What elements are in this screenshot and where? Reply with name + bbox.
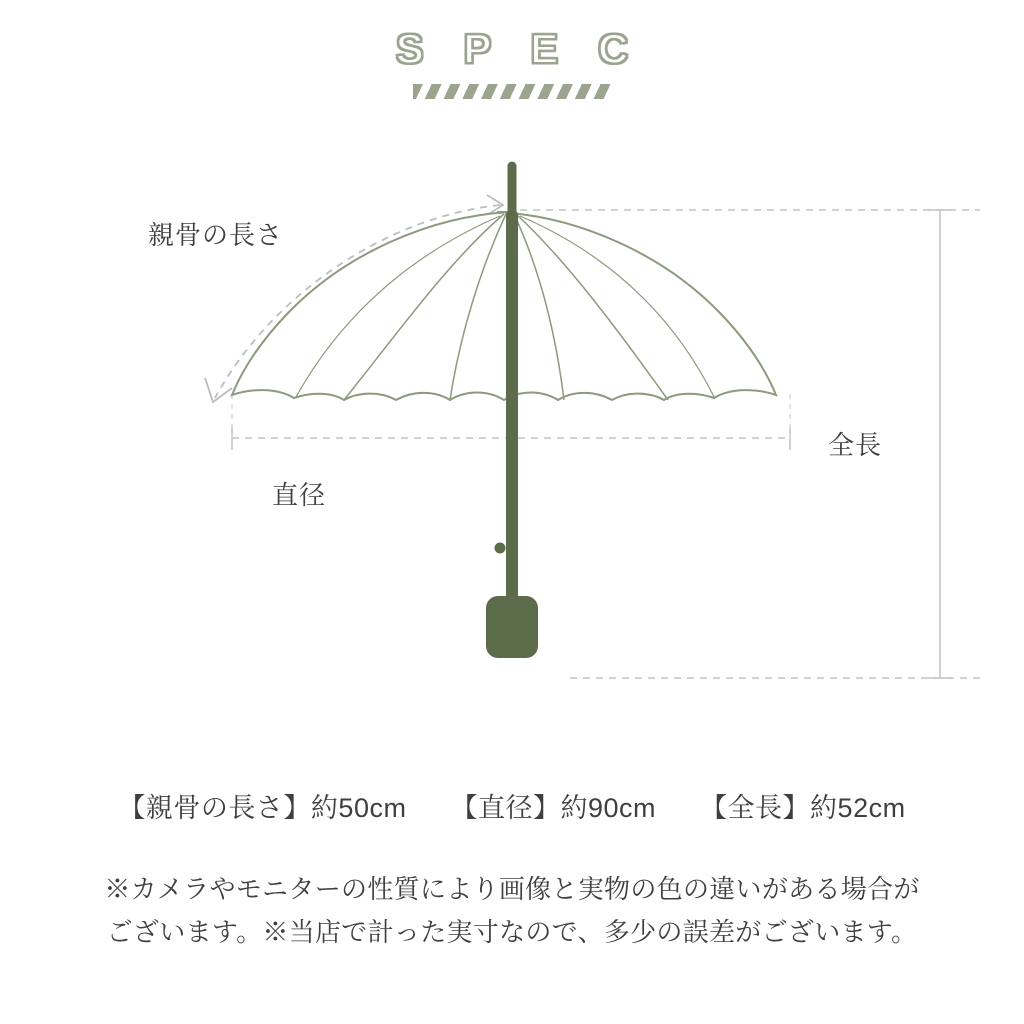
umbrella-diagram xyxy=(0,150,1024,770)
label-rib-length: 親骨の長さ xyxy=(148,220,284,250)
umbrella-runner xyxy=(506,360,518,400)
spec-diameter-value: 【直径】約90cm xyxy=(450,793,657,823)
spec-header xyxy=(0,25,1024,99)
page-title: S P E C xyxy=(395,25,643,72)
spec-total-value: 【全長】約52cm xyxy=(700,793,906,823)
guide-rib-arrowhead-bottom xyxy=(205,378,232,402)
shaft-button xyxy=(495,543,506,554)
canopy-outline xyxy=(232,212,776,400)
label-diameter: 直径 xyxy=(272,480,327,510)
title-underline-stripes xyxy=(413,84,611,99)
note-line-2: ございます。※当店で計った実寸なので、多少の誤差がございます。 xyxy=(106,916,918,947)
label-total-length: 全長 xyxy=(828,430,883,460)
umbrella-shaft xyxy=(506,210,518,600)
spec-values-row xyxy=(0,786,1024,825)
disclaimer-note xyxy=(0,868,1024,954)
umbrella-handle xyxy=(486,596,538,658)
spec-rib-value: 【親骨の長さ】約50cm xyxy=(118,793,407,823)
note-line-1: ※カメラやモニターの性質により画像と実物の色の違いがある場合が xyxy=(104,874,920,904)
